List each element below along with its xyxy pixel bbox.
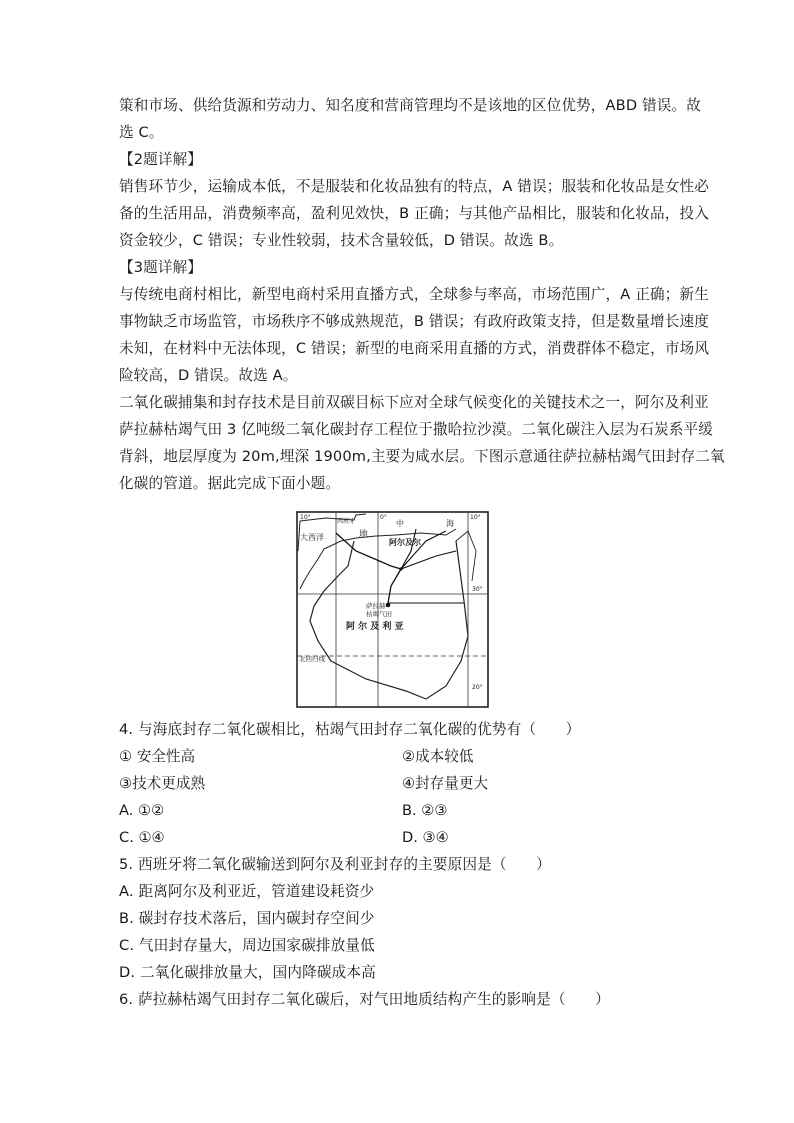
map-label-0: 0° bbox=[380, 514, 387, 521]
q4-item-4: ④封存量更大 bbox=[402, 775, 489, 792]
q4-option-a: A. ①② bbox=[119, 802, 165, 819]
pipeline-map bbox=[296, 511, 489, 708]
map-label-10w: 10° bbox=[300, 514, 311, 521]
q4-item-1: ① 安全性高 bbox=[119, 748, 196, 765]
q5-stem: 5. 西班牙将二氧化碳输送到阿尔及利亚封存的主要原因是（ ） bbox=[119, 856, 551, 873]
map-label-sea2: 海 bbox=[446, 519, 454, 528]
map-label-algeria: 阿 尔 及 利 亚 bbox=[346, 622, 404, 632]
q4-option-d: D. ③④ bbox=[402, 829, 449, 846]
map-label-20n: 20° bbox=[472, 684, 483, 691]
para-line-10: 未知，在材料中无法体现，C 错误；新型的电商采用直播的方式，消费群体不稳定，市场风 bbox=[119, 340, 710, 357]
para-line-6: 资金较少，C 错误；专业性较弱，技术含量较低，D 错误。故选 B。 bbox=[119, 232, 564, 249]
q6-stem: 6. 萨拉赫枯竭气田封存二氧化碳后，对气田地质结构产生的影响是（ ） bbox=[119, 991, 610, 1008]
map-label-10e: 10° bbox=[470, 514, 481, 521]
q4-stem: 4. 与海底封存二氧化碳相比，枯竭气田封存二氧化碳的优势有（ ） bbox=[119, 721, 581, 738]
section-heading-q3: 【3题详解】 bbox=[119, 259, 203, 276]
map-label-med2: 中 bbox=[396, 519, 404, 528]
q4-option-c: C. ①④ bbox=[119, 829, 165, 846]
q4-item-2: ②成本较低 bbox=[402, 748, 474, 765]
q4-item-3: ③技术更成熟 bbox=[119, 775, 206, 792]
map-label-30n: 30° bbox=[472, 586, 483, 593]
para-line-15: 化碳的管道。据此完成下面小题。 bbox=[119, 475, 341, 492]
para-line-1: 策和市场、供给货源和劳动力、知名度和营商管理均不是该地的区位优势，ABD 错误。故 bbox=[119, 97, 701, 114]
para-line-12: 二氧化碳捕集和封存技术是目前双碳目标下应对全球气候变化的关键技术之一，阿尔及利亚 bbox=[119, 394, 709, 411]
para-line-11: 险较高，D 错误。故选 A。 bbox=[119, 367, 298, 384]
q5-option-b: B. 碳封存技术落后，国内碳封存空间少 bbox=[119, 910, 375, 927]
q4-option-b: B. ②③ bbox=[402, 802, 448, 819]
para-line-2: 选 C。 bbox=[119, 124, 164, 141]
para-line-9: 事物缺乏市场监管，市场秩序不够成熟规范，B 错误；有政府政策支持，但是数量增长速度 bbox=[119, 313, 709, 330]
map-label-atlantic: 大西洋 bbox=[300, 533, 324, 542]
section-heading-q2: 【2题详解】 bbox=[119, 151, 203, 168]
q5-option-c: C. 气田封存量大，周边国家碳排放量低 bbox=[119, 937, 375, 954]
map-label-tropic: 北回归线 bbox=[299, 655, 325, 663]
para-line-14: 背斜，地层厚度为 20m,埋深 1900m,主要为咸水层。下图示意通往萨拉赫枯竭气田封存二氧 bbox=[119, 448, 725, 465]
para-line-8: 与传统电商村相比，新型电商村采用直播方式，全球参与率高，市场范围广，A 正确；新生 bbox=[119, 286, 709, 303]
para-line-13: 萨拉赫枯竭气田 3 亿吨级二氧化碳封存工程位于撒哈拉沙漠。二氧化碳注入层为石炭系平缓 bbox=[119, 421, 714, 438]
map-label-salah-2: 枯竭气田 bbox=[366, 610, 392, 618]
map-label-spain: 西班牙 bbox=[337, 518, 356, 525]
q5-option-a: A. 距离阿尔及利亚近，管道建设耗资少 bbox=[119, 883, 375, 900]
map-label-algiers: 阿尔及尔 bbox=[389, 538, 421, 547]
para-line-4: 销售环节少，运输成本低，不是服装和化妆品独有的特点，A 错误；服装和化妆品是女性必 bbox=[119, 178, 709, 195]
para-line-5: 备的生活用品，消费频率高，盈利见效快，B 正确；与其他产品相比，服装和化妆品，投入 bbox=[119, 205, 709, 222]
map-label-med: 地 bbox=[359, 530, 369, 540]
q5-option-d: D. 二氧化碳排放量大，国内降碳成本高 bbox=[119, 964, 376, 981]
map-label-salah-1: 萨拉赫 bbox=[366, 602, 386, 610]
